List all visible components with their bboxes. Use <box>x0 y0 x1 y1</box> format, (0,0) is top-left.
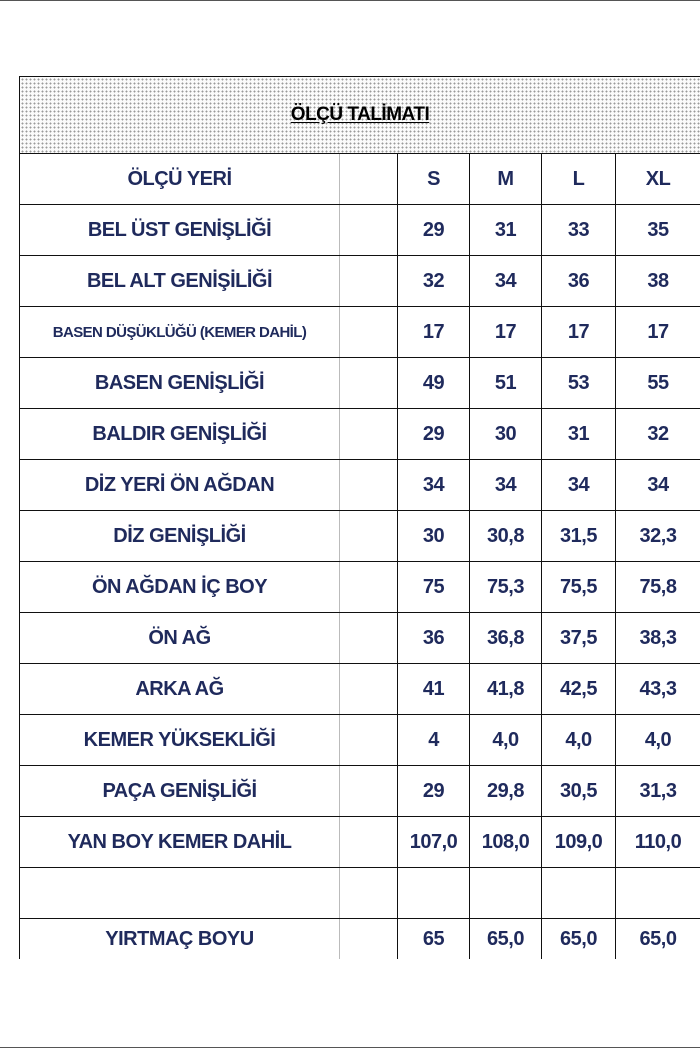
value-cell-m <box>470 868 542 919</box>
bottom-border-line <box>0 1047 700 1048</box>
spacer-cell <box>340 868 398 919</box>
table-row <box>20 613 700 664</box>
value-cell-m: 65,0 <box>470 919 542 960</box>
value-cell-s: 29 <box>398 409 470 460</box>
value-cell-s: 107,0 <box>398 817 470 868</box>
value-cell-xl: 32,3 <box>616 511 700 562</box>
measurement-label <box>20 868 340 919</box>
value-cell-m: 4,0 <box>470 715 542 766</box>
measurement-label: DİZ GENİŞLİĞİ <box>20 511 340 562</box>
measurement-label: YIRTMAÇ BOYU <box>20 919 340 960</box>
value-cell-s: 65 <box>398 919 470 960</box>
measurement-label: YAN BOY KEMER DAHİL <box>20 817 340 868</box>
value-cell-xl: 110,0 <box>616 817 700 868</box>
measurement-label: DİZ YERİ ÖN AĞDAN <box>20 460 340 511</box>
measurement-label: BALDIR GENİŞLİĞİ <box>20 409 340 460</box>
value-cell-xl: 43,3 <box>616 664 700 715</box>
value-cell-xl: 32 <box>616 409 700 460</box>
value-cell-xl: 35 <box>616 205 700 256</box>
value-cell-l: 33 <box>542 205 616 256</box>
measurement-label: ÖN AĞ <box>20 613 340 664</box>
value-cell-xl: 17 <box>616 307 700 358</box>
measurement-label: KEMER YÜKSEKLİĞİ <box>20 715 340 766</box>
measurement-label: PAÇA GENİŞLİĞİ <box>20 766 340 817</box>
value-cell-l: 31,5 <box>542 511 616 562</box>
value-cell-xl: 4,0 <box>616 715 700 766</box>
header-row <box>20 154 700 205</box>
table-row <box>20 766 700 817</box>
size-chart-sheet <box>19 76 700 961</box>
value-cell-l: 109,0 <box>542 817 616 868</box>
spacer-cell <box>340 919 398 960</box>
value-cell-l: 4,0 <box>542 715 616 766</box>
size-chart-body <box>20 77 700 960</box>
title-cell <box>20 77 700 154</box>
top-border-line <box>0 0 700 1</box>
spacer-cell <box>340 358 398 409</box>
value-cell-l: 31 <box>542 409 616 460</box>
table-row <box>20 919 700 960</box>
value-cell-s: 41 <box>398 664 470 715</box>
spacer-cell <box>340 460 398 511</box>
value-cell-xl: 65,0 <box>616 919 700 960</box>
spacer-cell <box>340 664 398 715</box>
spacer-cell <box>340 409 398 460</box>
spacer-cell <box>340 205 398 256</box>
value-cell-m: 31 <box>470 205 542 256</box>
header-size-s: S <box>398 154 470 205</box>
value-cell-m: 29,8 <box>470 766 542 817</box>
value-cell-s: 30 <box>398 511 470 562</box>
value-cell-m: 75,3 <box>470 562 542 613</box>
value-cell-xl: 34 <box>616 460 700 511</box>
spacer-cell <box>340 307 398 358</box>
value-cell-s: 17 <box>398 307 470 358</box>
value-cell-m: 30 <box>470 409 542 460</box>
spacer-cell <box>340 511 398 562</box>
header-size-m: M <box>470 154 542 205</box>
measurement-label: BASEN DÜŞÜKLÜĞÜ (KEMER DAHİL) <box>20 307 340 358</box>
value-cell-s: 36 <box>398 613 470 664</box>
table-row <box>20 409 700 460</box>
value-cell-l: 17 <box>542 307 616 358</box>
spacer-cell <box>340 715 398 766</box>
value-cell-m: 51 <box>470 358 542 409</box>
value-cell-xl: 38 <box>616 256 700 307</box>
spacer-cell <box>340 817 398 868</box>
table-row <box>20 562 700 613</box>
value-cell-xl <box>616 868 700 919</box>
value-cell-m: 41,8 <box>470 664 542 715</box>
value-cell-l <box>542 868 616 919</box>
value-cell-xl: 38,3 <box>616 613 700 664</box>
table-row <box>20 256 700 307</box>
table-row <box>20 460 700 511</box>
table-row <box>20 511 700 562</box>
measurement-label: ARKA AĞ <box>20 664 340 715</box>
value-cell-m: 34 <box>470 256 542 307</box>
value-cell-s <box>398 868 470 919</box>
value-cell-s: 4 <box>398 715 470 766</box>
table-row <box>20 868 700 919</box>
value-cell-l: 37,5 <box>542 613 616 664</box>
value-cell-xl: 55 <box>616 358 700 409</box>
title-row <box>20 77 700 154</box>
value-cell-s: 29 <box>398 205 470 256</box>
value-cell-m: 34 <box>470 460 542 511</box>
table-row <box>20 715 700 766</box>
measurement-label: ÖN AĞDAN İÇ BOY <box>20 562 340 613</box>
value-cell-l: 36 <box>542 256 616 307</box>
value-cell-m: 36,8 <box>470 613 542 664</box>
value-cell-s: 75 <box>398 562 470 613</box>
header-size-l: L <box>542 154 616 205</box>
value-cell-l: 53 <box>542 358 616 409</box>
value-cell-xl: 75,8 <box>616 562 700 613</box>
measurement-label: BASEN GENİŞLİĞİ <box>20 358 340 409</box>
value-cell-l: 34 <box>542 460 616 511</box>
header-label-cell: ÖLÇÜ YERİ <box>20 154 340 205</box>
value-cell-l: 42,5 <box>542 664 616 715</box>
value-cell-l: 30,5 <box>542 766 616 817</box>
value-cell-m: 30,8 <box>470 511 542 562</box>
value-cell-l: 65,0 <box>542 919 616 960</box>
value-cell-l: 75,5 <box>542 562 616 613</box>
value-cell-s: 29 <box>398 766 470 817</box>
chart-title: ÖLÇÜ TALİMATI <box>290 104 430 125</box>
spacer-cell <box>340 562 398 613</box>
table-row <box>20 817 700 868</box>
table-row <box>20 358 700 409</box>
size-chart-table <box>19 76 700 959</box>
value-cell-m: 108,0 <box>470 817 542 868</box>
spacer-cell <box>340 256 398 307</box>
value-cell-s: 34 <box>398 460 470 511</box>
value-cell-s: 32 <box>398 256 470 307</box>
header-spacer-cell <box>340 154 398 205</box>
table-row <box>20 205 700 256</box>
table-row <box>20 307 700 358</box>
value-cell-m: 17 <box>470 307 542 358</box>
measurement-label: BEL ALT GENİŞİLİĞİ <box>20 256 340 307</box>
header-size-xl: XL <box>616 154 700 205</box>
spacer-cell <box>340 766 398 817</box>
table-row <box>20 664 700 715</box>
value-cell-s: 49 <box>398 358 470 409</box>
spacer-cell <box>340 613 398 664</box>
value-cell-xl: 31,3 <box>616 766 700 817</box>
measurement-label: BEL ÜST GENİŞLİĞİ <box>20 205 340 256</box>
